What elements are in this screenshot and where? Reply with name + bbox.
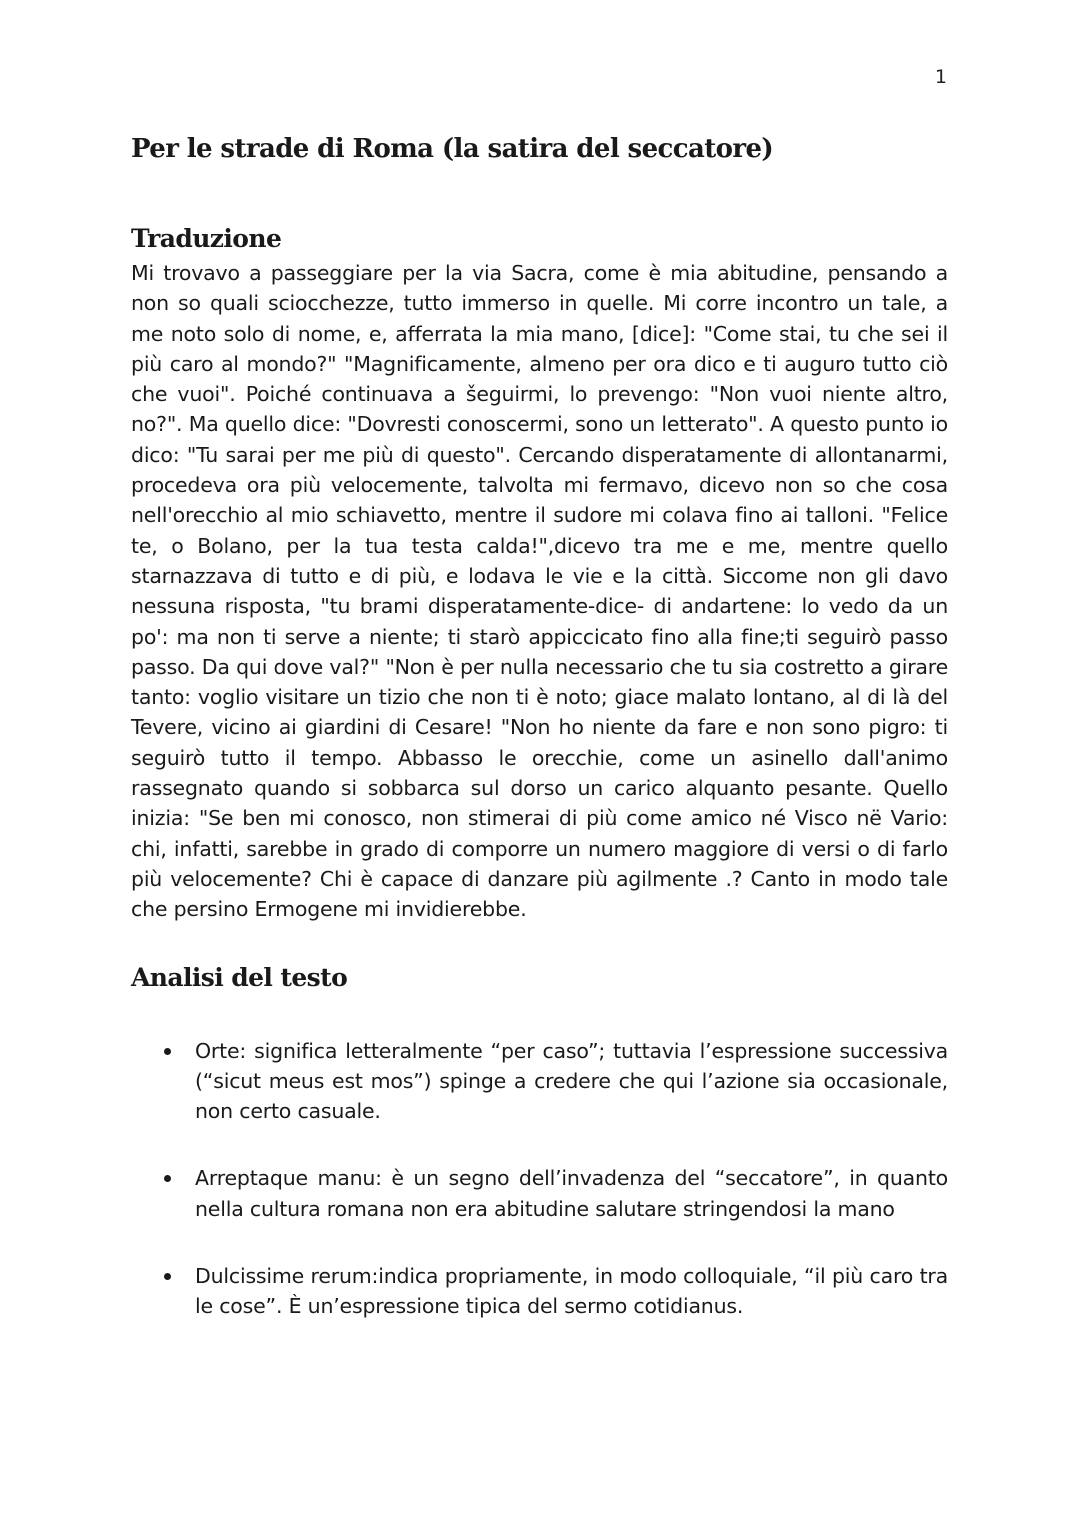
page-number: 1 [934,66,947,88]
section-heading-traduzione: Traduzione [131,224,282,253]
list-item [131,1261,948,1322]
list-item-text: Orte: significa letteralmente “per caso”; tuttavia l’espressione successiva (“sicut meus est mos”) spinge a credere che qui l’azione sia occasionale, non certo casuale. [195,1038,948,1124]
list-item-text: Arreptaque manu: è un segno dell’invadenza del “seccatore”, in quanto nella cultura romana non era abitudine salutare stringendosi la mano [195,1166,948,1221]
traduzione-paragraph: Mi trovavo a passeggiare per la via Sacra, come è mia abitudine, pensando a non so quali sciocchezze, tutto immerso in quelle. Mi corre incontro un tale, a me noto solo di nome, e, afferrata la mia mano, [dice]: "Come stai, tu che sei il più caro al mondo?" "Magnificamente, almeno per ora dico e ti auguro tutto ciò che vuoi". Poiché continuava a šeguirmi, lo prevengo: "Non vuoi niente altro, no?". Ma quello dice: "Dovresti conoscermi, sono un letterato". A questo punto io dico: "Tu sarai per me più di questo". Cercando disperatamente di allontanarmi, procedeva ora più velocemente, talvolta mi fermavo, dicevo non so che cosa nell'orecchio al mio schiavetto, mentre il sudore mi colava fino ai talloni. "Felice te, o Bolano, per la tua testa calda!",dicevo tra me e me, mentre quello starnazzava di tutto e di più, e lodava le vie e la città. Siccome non gli davo nessuna risposta, "tu brami disperatamente-dice- di andartene: lo vedo da un po': ma non ti serve a niente; ti starò appiccicato fino alla fine;ti seguirò passo passo. Da qui dove val?" "Non è per nulla necessario che tu sia costretto a girare tanto: voglio visitare un tizio che non ti è noto; giace malato lontano, al di là del Tevere, vicino ai giardini di Cesare! "Non ho niente da fare e non sono pigro: ti seguirò tutto il tempo. Abbasso le orecchie, come un asinello dall'animo rassegnato quando si sobbarca sul dorso un carico alquanto pesante. Quello inizia: "Se ben mi conosco, non stimerai di più come amico né Visco në Vario: chi, infatti, sarebbe in grado di comporre un numero maggiore di versi o di farlo più velocemente? Chi è capace di danzare più agilmente .? Canto in modo tale che persino Ermogene mi invidierebbe. [131,261,948,922]
bullet-icon [164,1048,171,1055]
bullet-icon [164,1175,171,1182]
list-item [131,1163,948,1224]
section-heading-analisi: Analisi del testo [131,962,348,992]
document-title: Per le strade di Roma (la satira del seccatore) [131,134,774,164]
bullet-icon [164,1273,171,1280]
list-item-text: Dulcissime rerum:indica propriamente, in modo colloquiale, “il più caro tra le cose”. È un’espressione tipica del sermo cotidianus. [195,1264,948,1319]
list-item [131,1036,948,1127]
analisi-list [131,1036,948,1322]
document-content [131,128,948,1322]
